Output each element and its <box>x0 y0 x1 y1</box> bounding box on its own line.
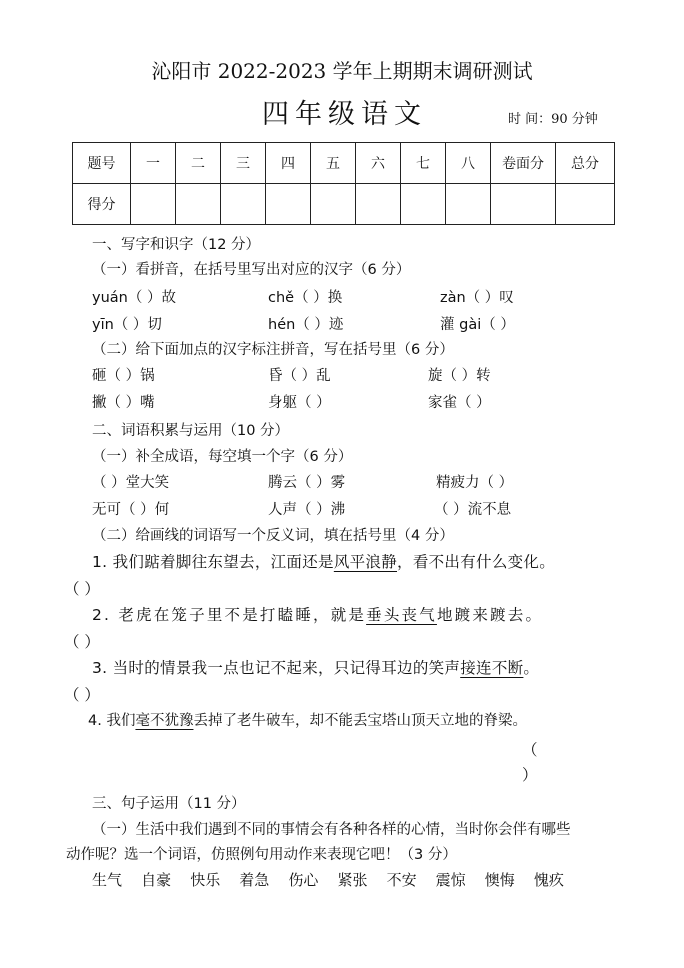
question-item[interactable]: 旋（ ）转 <box>428 368 491 384</box>
score-input-cell[interactable] <box>356 184 401 225</box>
word-option: 快乐 <box>190 871 221 889</box>
part-title: （二）给画线的词语写一个反义词，填在括号里（4 分） <box>92 528 454 544</box>
question-item[interactable]: chě（ ）换 <box>268 290 343 306</box>
score-table-score-row <box>73 184 615 225</box>
question-item[interactable]: （ ）堂大笑 <box>92 475 170 491</box>
underlined-word: 风平浪静 <box>333 553 398 571</box>
sentence-1 <box>92 550 555 572</box>
table-cell: 卷面分 <box>491 143 556 184</box>
question-item[interactable]: yuán（ ）故 <box>92 290 176 306</box>
part-title: （二）给下面加点的汉字标注拼音，写在括号里（6 分） <box>92 342 454 358</box>
section-title: 二、词语积累与运用（10 分） <box>92 423 290 439</box>
word-option: 自豪 <box>141 871 172 889</box>
answer-paren-close[interactable]: ） <box>522 766 538 784</box>
question-item[interactable]: 砸（ ）锅 <box>92 368 155 384</box>
question-item[interactable]: 人声（ ）沸 <box>268 502 346 518</box>
part-title-line2: 动作呢？选一个词语，仿照例句用动作来表现它吧！（3 分） <box>66 847 457 863</box>
section-title: 一、写字和识字（12 分） <box>92 237 261 253</box>
word-option: 愧疚 <box>533 871 564 889</box>
question-item[interactable]: 昏（ ）乱 <box>268 368 331 384</box>
table-cell: 得分 <box>73 184 131 225</box>
part-title: （一）补全成语，每空填一个字（6 分） <box>92 449 353 465</box>
sentence-text: 。 <box>523 659 540 677</box>
answer-parentheses[interactable]: （ ） <box>64 633 100 651</box>
question-item[interactable]: 灌 gài（ ） <box>440 317 515 333</box>
sentence-text: 地踱来踱去。 <box>436 606 544 624</box>
sentence-2 <box>92 603 543 625</box>
word-bank <box>92 869 564 890</box>
sentence-text: ，看不出有什么变化。 <box>397 553 556 571</box>
table-cell: 二 <box>176 143 221 184</box>
part-title-line1: （一）生活中我们遇到不同的事情会有各种各样的心情，当时你会伴有哪些 <box>92 822 571 838</box>
question-item[interactable]: （ ）流不息 <box>434 502 512 518</box>
question-item[interactable]: 身躯（ ） <box>268 395 331 411</box>
score-table-header-row <box>73 143 615 184</box>
table-cell: 三 <box>221 143 266 184</box>
question-item[interactable]: yīn（ ）切 <box>92 317 162 333</box>
score-input-cell[interactable] <box>266 184 311 225</box>
table-cell: 六 <box>356 143 401 184</box>
sentence-3 <box>92 656 539 678</box>
underlined-word: 毫不犹豫 <box>135 713 194 729</box>
table-cell: 题号 <box>73 143 131 184</box>
word-option: 着急 <box>239 871 270 889</box>
score-input-cell[interactable] <box>446 184 491 225</box>
question-item[interactable]: 腾云（ ）雾 <box>268 475 346 491</box>
question-item[interactable]: 精疲力（ ） <box>436 475 514 491</box>
underlined-word: 接连不断 <box>460 659 524 677</box>
sentence-text: 3. 当时的情景我一点也记不起来，只记得耳边的笑声 <box>92 659 461 677</box>
word-option: 懊悔 <box>484 871 515 889</box>
part-title: （一）看拼音，在括号里写出对应的汉字（6 分） <box>92 262 411 278</box>
score-input-cell[interactable] <box>311 184 356 225</box>
word-option: 伤心 <box>288 871 319 889</box>
question-item[interactable]: 家雀（ ） <box>428 395 491 411</box>
subject-title: 四年级语文 <box>262 99 427 130</box>
score-input-cell[interactable] <box>176 184 221 225</box>
score-input-cell[interactable] <box>221 184 266 225</box>
table-cell: 八 <box>446 143 491 184</box>
time-label: 时 间：90 分钟 <box>508 112 598 127</box>
table-cell: 五 <box>311 143 356 184</box>
sentence-text: 丢掉了老牛破车，却不能丢宝塔山顶天立地的脊梁。 <box>193 713 527 729</box>
table-cell: 总分 <box>556 143 615 184</box>
word-option: 生气 <box>92 871 123 889</box>
question-item[interactable]: zàn（ ）叹 <box>440 290 514 306</box>
word-option: 紧张 <box>337 871 368 889</box>
table-cell: 四 <box>266 143 311 184</box>
answer-parentheses[interactable]: （ ） <box>64 686 100 704</box>
table-cell: 一 <box>131 143 176 184</box>
score-input-cell[interactable] <box>491 184 556 225</box>
score-table <box>72 142 615 225</box>
answer-paren-open[interactable]: （ <box>522 741 538 759</box>
question-item[interactable]: hén（ ）迹 <box>268 317 344 333</box>
section-title: 三、句子运用（11 分） <box>92 796 246 812</box>
answer-parentheses[interactable]: （ ） <box>64 580 100 598</box>
word-option: 震惊 <box>435 871 466 889</box>
sentence-text: 2. 老虎在笼子里不是打瞌睡，就是 <box>92 606 367 624</box>
score-input-cell[interactable] <box>131 184 176 225</box>
sentence-text: 4. 我们 <box>88 713 136 729</box>
table-cell: 七 <box>401 143 446 184</box>
sentence-text: 1. 我们踮着脚往东望去，江面还是 <box>92 553 334 571</box>
underlined-word: 垂头丧气 <box>366 606 437 624</box>
word-option: 不安 <box>386 871 417 889</box>
score-input-cell[interactable] <box>556 184 615 225</box>
sentence-4 <box>88 709 527 730</box>
score-input-cell[interactable] <box>401 184 446 225</box>
question-item[interactable]: 无可（ ）何 <box>92 502 170 518</box>
exam-title: 沁阳市 2022-2023 学年上期期末调研测试 <box>151 59 533 83</box>
question-item[interactable]: 撇（ ）嘴 <box>92 395 155 411</box>
